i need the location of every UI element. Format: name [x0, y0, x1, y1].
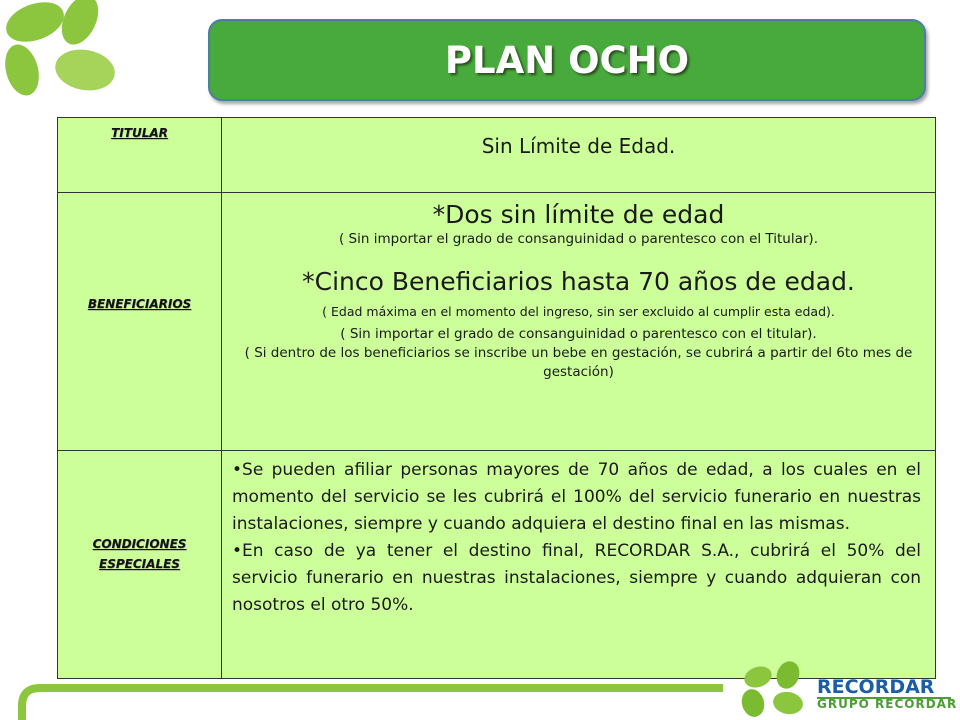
title-banner [208, 19, 926, 101]
label-condiciones [59, 534, 220, 574]
beneficiarios-line2: ( Sin importar el grado de consanguinidad o parentesco con el Titular). [339, 231, 818, 247]
value-titular: Sin Límite de Edad. [222, 118, 936, 193]
label-titular: TITULAR [58, 118, 222, 193]
label-beneficiarios-cell [58, 193, 222, 451]
decorative-bottom-curve [18, 682, 723, 720]
value-condiciones [222, 451, 936, 679]
logo-name: RECORDAR [817, 676, 935, 698]
table-row-condiciones [58, 451, 936, 679]
label-condiciones-line1: CONDICIONES [92, 537, 187, 551]
beneficiarios-line1: *Dos sin límite de edad [432, 200, 725, 229]
condiciones-bullet-2: •En caso de ya tener el destino final, RECORDAR S.A., cubrirá el 50% del servicio funerario en nuestras instalaciones, siempre y cuando adquieran con nosotros el otro 50%. [232, 541, 921, 615]
plan-table [57, 117, 936, 679]
value-beneficiarios [222, 193, 936, 451]
beneficiarios-line3: *Cinco Beneficiarios hasta 70 años de edad. [302, 267, 855, 296]
beneficiarios-line6: ( Si dentro de los beneficiarios se inscribe un bebe en gestación, se cubrirá a partir del 6to mes de gestación) [244, 345, 913, 380]
condiciones-bullet-1: •Se pueden afiliar personas mayores de 70 años de edad, a los cuales en el momento del servicio se les cubrirá el 100% del servicio funerario en nuestras instalaciones, siempre y cuando adquiera el destino final en las mismas. [232, 460, 921, 534]
table-row-beneficiarios [58, 193, 936, 451]
label-condiciones-line2: ESPECIALES [99, 557, 180, 571]
logo-subtitle: GRUPO RECORDAR [817, 697, 958, 711]
beneficiarios-line5: ( Sin importar el grado de consanguinidad o parentesco con el titular). [340, 326, 817, 342]
table-row-titular [58, 118, 936, 193]
page-title: PLAN OCHO [444, 38, 690, 82]
label-condiciones-cell [58, 451, 222, 679]
label-beneficiarios: BENEFICIARIOS [87, 297, 192, 311]
beneficiarios-line4: ( Edad máxima en el momento del ingreso, sin ser excluido al cumplir esta edad). [322, 304, 835, 319]
